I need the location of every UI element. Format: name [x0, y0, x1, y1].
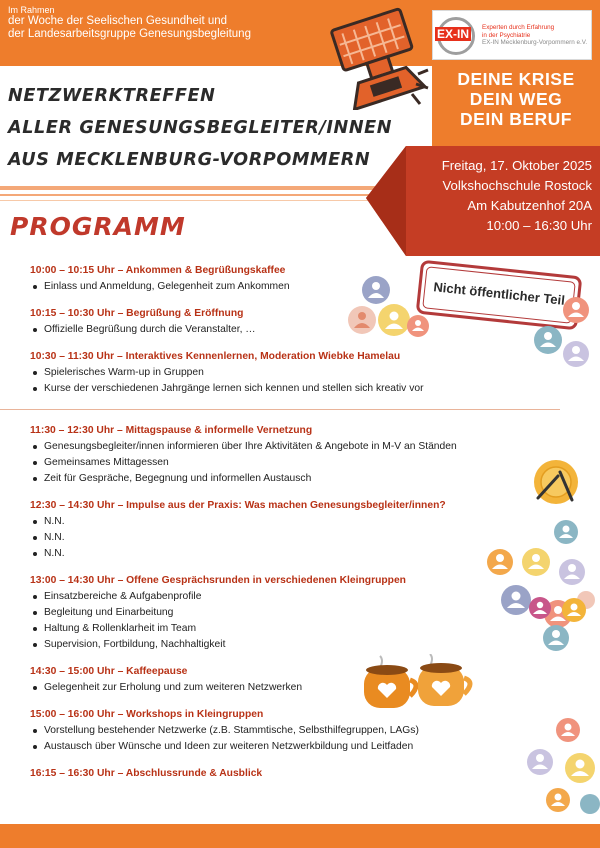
program-item: Zeit für Gespräche, Begegnung und informellen Austausch: [30, 471, 530, 487]
logo-mark: EX-IN: [437, 27, 470, 41]
program-block: [30, 707, 530, 755]
logo-line-2: in der Psychiatrie: [482, 31, 531, 39]
ex-in-logo: [432, 10, 592, 60]
slogan-panel: [432, 66, 600, 146]
program-item: Offizielle Begrüßung durch die Veranstalter, …: [30, 322, 530, 338]
program-block-heading: 10:00 – 10:15 Uhr – Ankommen & Begrüßungskaffee: [30, 265, 286, 276]
program-item: Einlass und Anmeldung, Gelegenheit zum Ankommen: [30, 279, 530, 295]
title-line-2: ALLER GENESUNGSBEGLEITER/INNEN: [8, 118, 393, 138]
program-item: Kurse der verschiedenen Jahrgänge lernen sich kennen und stellen sich kreativ vor: [30, 381, 530, 397]
program-block: [30, 423, 530, 487]
program-block: [30, 766, 530, 782]
event-venue: Volkshochschule Rostock: [442, 178, 592, 193]
bottom-band: [0, 824, 600, 848]
slogan-line-2: DEIN WEG: [469, 89, 563, 109]
speech-bubbles-icon: [520, 588, 600, 658]
program-block: [30, 498, 530, 562]
program-item: Spielerisches Warm-up in Gruppen: [30, 365, 530, 381]
intro-line-2: der Woche der Seelischen Gesundheit und: [8, 15, 228, 28]
program-item: Genesungsbegleiter/innen informieren über Ihre Aktivitäten & Angebote in M-V an Ständen: [30, 439, 530, 455]
stamp-text: Nicht öffentlicher Teil: [432, 279, 566, 308]
program-block-heading: 12:30 – 14:30 Uhr – Impulse aus der Praxis: Was machen Genesungsbegleiter/innen?: [30, 500, 446, 511]
program-item: Einsatzbereiche & Aufgabenprofile: [30, 589, 530, 605]
program-item: Haltung & Rollenklarheit im Team: [30, 621, 530, 637]
event-address: Am Kabutzenhof 20A: [467, 198, 592, 213]
slogan-line-3: DEIN BERUF: [460, 109, 572, 129]
program-block: [30, 573, 530, 653]
logo-line-3: EX-IN Mecklenburg-Vorpommern e.V.: [482, 39, 588, 47]
speech-bubbles-icon: [528, 292, 594, 374]
program-block-heading: 11:30 – 12:30 Uhr – Mittagspause & informelle Vernetzung: [30, 425, 313, 436]
plate-icon: [526, 452, 586, 512]
slogan-line-1: DEINE KRISE: [457, 69, 575, 89]
title-line-3: AUS MECKLENBURG-VORPOMMERN: [8, 150, 371, 170]
intro-text: [8, 6, 251, 40]
intro-line-3: der Landesarbeitsgruppe Genesungsbegleitung: [8, 27, 251, 40]
program-item: N.N.: [30, 530, 530, 546]
program-block-heading: 10:15 – 10:30 Uhr – Begrüßung & Eröffnung: [30, 308, 244, 319]
title-line-1: NETZWERKTREFFEN: [8, 86, 216, 106]
program-item: N.N.: [30, 546, 530, 562]
program-block-heading: 16:15 – 16:30 Uhr – Abschlussrunde & Ausblick: [30, 768, 263, 779]
program-block: [30, 664, 530, 696]
event-time: 10:00 – 16:30 Uhr: [486, 218, 592, 233]
program-block-heading: 13:00 – 14:30 Uhr – Offene Gesprächsrunden in verschiedenen Kleingruppen: [30, 575, 406, 586]
program-block: [30, 263, 530, 295]
section-divider: [0, 409, 560, 410]
program-block-heading: 15:00 – 16:00 Uhr – Workshops in Kleingruppen: [30, 709, 264, 720]
logo-text: [482, 24, 587, 47]
program-item: Vorstellung bestehender Netzwerke (z.B. Stammtische, Selbsthilfegruppen, LAGs): [30, 723, 530, 739]
program-item: Begleitung und Einarbeitung: [30, 605, 530, 621]
program-list: [30, 263, 530, 782]
program-block: [30, 349, 530, 397]
event-title: [8, 80, 392, 176]
program-item: Supervision, Fortbildung, Nachhaltigkeit: [30, 637, 530, 653]
program-item: N.N.: [30, 514, 530, 530]
program-item: Gemeinsames Mittagessen: [30, 455, 530, 471]
event-date: Freitag, 17. Oktober 2025: [441, 158, 592, 173]
event-info: [366, 156, 592, 236]
program-block-heading: 14:30 – 15:00 Uhr – Kaffeepause: [30, 666, 188, 677]
logo-line-1: Experten durch Erfahrung: [482, 24, 555, 31]
program-block-heading: 10:30 – 11:30 Uhr – Interaktives Kennenlernen, Moderation Wiebke Hamelau: [30, 351, 401, 362]
intro-line-1: Im Rahmen: [8, 5, 55, 15]
program-block: [30, 306, 530, 338]
program-item: Austausch über Wünsche und Ideen zur weiteren Netzwerkbildung und Leitfaden: [30, 739, 530, 755]
programm-heading: PROGRAMM: [10, 212, 186, 241]
program-item: Gelegenheit zur Erholung und zum weiteren Netzwerken: [30, 680, 530, 696]
